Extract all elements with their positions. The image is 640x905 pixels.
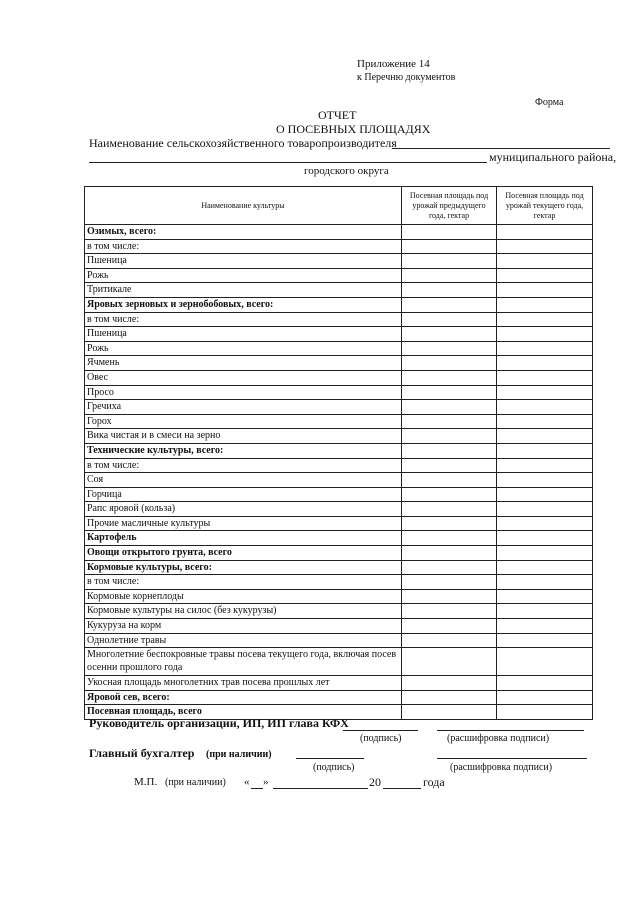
- acc-signature-line[interactable]: [296, 758, 364, 759]
- table-row: [85, 560, 593, 575]
- crop-name-cell: в том числе:: [85, 239, 402, 254]
- date-close-quote: »: [263, 776, 269, 788]
- crop-name-cell: Рапс яровой (кольза): [85, 502, 402, 517]
- title-line-1: ОТЧЕТ: [318, 108, 357, 122]
- date-year-line[interactable]: [383, 788, 421, 789]
- table-row: [85, 690, 593, 705]
- curr-year-area-cell[interactable]: [497, 560, 593, 575]
- crop-name-cell: Однолетние травы: [85, 633, 402, 648]
- date-open-quote: «: [244, 776, 250, 788]
- curr-year-area-cell[interactable]: [497, 546, 593, 561]
- table-row: [85, 458, 593, 473]
- curr-year-area-cell[interactable]: [497, 414, 593, 429]
- crop-name-cell: в том числе:: [85, 458, 402, 473]
- crop-name-cell: Прочие масличные культуры: [85, 516, 402, 531]
- form-label: Форма: [535, 97, 564, 108]
- table-row: [85, 619, 593, 634]
- prev-year-area-cell[interactable]: [402, 429, 497, 444]
- curr-year-area-cell[interactable]: [497, 676, 593, 691]
- prev-year-area-cell[interactable]: [402, 414, 497, 429]
- curr-year-area-cell[interactable]: [497, 312, 593, 327]
- head-label: Руководитель организации, ИП, ИП глава КФХ: [89, 716, 349, 730]
- curr-year-area-cell[interactable]: [497, 429, 593, 444]
- crop-name-cell: Горчица: [85, 487, 402, 502]
- table-row: [85, 239, 593, 254]
- header-prev-year: Посевная площадь под урожай предыдущего года, гектар: [402, 187, 497, 225]
- prev-year-area-cell[interactable]: [402, 283, 497, 298]
- table-row: [85, 516, 593, 531]
- prev-year-area-cell[interactable]: [402, 254, 497, 269]
- producer-input-line[interactable]: [392, 148, 610, 149]
- producer-label: Наименование сельскохозяйственного товаропроизводителя: [89, 136, 397, 150]
- prev-year-area-cell[interactable]: [402, 633, 497, 648]
- annex-line-1: Приложение 14: [357, 58, 430, 70]
- crop-name-cell: Пшеница: [85, 254, 402, 269]
- crop-name-cell: Кормовые культуры, всего:: [85, 560, 402, 575]
- curr-year-area-cell[interactable]: [497, 502, 593, 517]
- crop-name-cell: Соя: [85, 473, 402, 488]
- crop-name-cell: Просо: [85, 385, 402, 400]
- curr-year-area-cell[interactable]: [497, 604, 593, 619]
- crop-name-cell: Гречиха: [85, 400, 402, 415]
- crop-name-cell: в том числе:: [85, 312, 402, 327]
- prev-year-area-cell[interactable]: [402, 370, 497, 385]
- table-row: [85, 414, 593, 429]
- crop-name-cell: Многолетние беспокровные травы посева текущего года, включая посев осенни прошлого года: [85, 648, 402, 676]
- curr-year-area-cell[interactable]: [497, 385, 593, 400]
- prev-year-area-cell[interactable]: [402, 604, 497, 619]
- table-row: [85, 283, 593, 298]
- crop-name-cell: Укосная площадь многолетних трав посева прошлых лет: [85, 676, 402, 691]
- mp-note: (при наличии): [165, 777, 226, 788]
- curr-year-area-cell[interactable]: [497, 254, 593, 269]
- head-sign-caption: (подпись): [360, 733, 402, 744]
- annex-line-2: к Перечню документов: [357, 72, 456, 83]
- crop-name-cell: Ячмень: [85, 356, 402, 371]
- prev-year-area-cell[interactable]: [402, 458, 497, 473]
- curr-year-area-cell[interactable]: [497, 648, 593, 676]
- date-month-line[interactable]: [273, 788, 368, 789]
- table-row: [85, 633, 593, 648]
- prev-year-area-cell[interactable]: [402, 502, 497, 517]
- head-decode-caption: (расшифровка подписи): [447, 733, 550, 744]
- crop-name-cell: Технические культуры, всего:: [85, 443, 402, 458]
- curr-year-area-cell[interactable]: [497, 619, 593, 634]
- table-row: [85, 225, 593, 240]
- crop-name-cell: Овес: [85, 370, 402, 385]
- crop-name-cell: Озимых, всего:: [85, 225, 402, 240]
- acc-sign-caption: (подпись): [313, 762, 355, 773]
- curr-year-area-cell[interactable]: [497, 297, 593, 312]
- curr-year-area-cell[interactable]: [497, 705, 593, 720]
- prev-year-area-cell[interactable]: [402, 560, 497, 575]
- prev-year-area-cell[interactable]: [402, 690, 497, 705]
- accountant-note: (при наличии): [206, 749, 272, 760]
- curr-year-area-cell[interactable]: [497, 327, 593, 342]
- curr-year-area-cell[interactable]: [497, 458, 593, 473]
- curr-year-area-cell[interactable]: [497, 589, 593, 604]
- crop-name-cell: Овощи открытого грунта, всего: [85, 546, 402, 561]
- curr-year-area-cell[interactable]: [497, 531, 593, 546]
- prev-year-area-cell[interactable]: [402, 531, 497, 546]
- curr-year-area-cell[interactable]: [497, 443, 593, 458]
- crop-name-cell: Посевная площадь, всего: [85, 705, 402, 720]
- crop-name-cell: Яровой сев, всего:: [85, 690, 402, 705]
- crop-name-cell: в том числе:: [85, 575, 402, 590]
- crop-name-cell: Рожь: [85, 268, 402, 283]
- table-row: [85, 487, 593, 502]
- crop-name-cell: Яровых зерновых и зернобобовых, всего:: [85, 297, 402, 312]
- table-row: [85, 502, 593, 517]
- curr-year-area-cell[interactable]: [497, 341, 593, 356]
- date-day-line[interactable]: [251, 788, 263, 789]
- table-row: [85, 589, 593, 604]
- prev-year-area-cell[interactable]: [402, 473, 497, 488]
- table-row: [85, 400, 593, 415]
- curr-year-area-cell[interactable]: [497, 473, 593, 488]
- curr-year-area-cell[interactable]: [497, 283, 593, 298]
- prev-year-area-cell[interactable]: [402, 546, 497, 561]
- crop-name-cell: Тритикале: [85, 283, 402, 298]
- table-row: [85, 676, 593, 691]
- crop-name-cell: Кормовые корнеплоды: [85, 589, 402, 604]
- head-decode-line[interactable]: [437, 730, 584, 731]
- prev-year-area-cell[interactable]: [402, 575, 497, 590]
- prev-year-area-cell[interactable]: [402, 356, 497, 371]
- table-row: [85, 254, 593, 269]
- table-row: [85, 473, 593, 488]
- crop-name-cell: Горох: [85, 414, 402, 429]
- table-row: [85, 327, 593, 342]
- prev-year-area-cell[interactable]: [402, 312, 497, 327]
- curr-year-area-cell[interactable]: [497, 487, 593, 502]
- prev-year-area-cell[interactable]: [402, 400, 497, 415]
- curr-year-area-cell[interactable]: [497, 400, 593, 415]
- district-label: муниципального района,: [489, 150, 617, 164]
- prev-year-area-cell[interactable]: [402, 268, 497, 283]
- crop-name-cell: Кормовые культуры на силос (без кукурузы): [85, 604, 402, 619]
- table-row: [85, 297, 593, 312]
- curr-year-area-cell[interactable]: [497, 356, 593, 371]
- acc-decode-caption: (расшифровка подписи): [450, 762, 553, 773]
- crop-name-cell: Рожь: [85, 341, 402, 356]
- table-row: [85, 268, 593, 283]
- prev-year-area-cell[interactable]: [402, 443, 497, 458]
- okrug-label: городского округа: [304, 165, 389, 177]
- year-prefix: 20: [369, 775, 381, 789]
- district-input-line[interactable]: [89, 162, 487, 163]
- crop-name-cell: Картофель: [85, 531, 402, 546]
- prev-year-area-cell[interactable]: [402, 516, 497, 531]
- crop-name-cell: Кукуруза на корм: [85, 619, 402, 634]
- prev-year-area-cell[interactable]: [402, 487, 497, 502]
- prev-year-area-cell[interactable]: [402, 385, 497, 400]
- curr-year-area-cell[interactable]: [497, 516, 593, 531]
- prev-year-area-cell[interactable]: [402, 327, 497, 342]
- year-suffix: года: [423, 775, 445, 789]
- table-row: [85, 604, 593, 619]
- prev-year-area-cell[interactable]: [402, 676, 497, 691]
- header-crop: Наименование культуры: [85, 187, 402, 225]
- table-row: [85, 370, 593, 385]
- curr-year-area-cell[interactable]: [497, 268, 593, 283]
- head-signature-line[interactable]: [343, 730, 418, 731]
- table-row: [85, 356, 593, 371]
- table-row: [85, 429, 593, 444]
- table-row: [85, 648, 593, 676]
- table-row: [85, 443, 593, 458]
- crop-name-cell: Пшеница: [85, 327, 402, 342]
- accountant-label: Главный бухгалтер: [89, 746, 195, 760]
- table-row: [85, 575, 593, 590]
- prev-year-area-cell[interactable]: [402, 648, 497, 676]
- prev-year-area-cell[interactable]: [402, 341, 497, 356]
- prev-year-area-cell[interactable]: [402, 225, 497, 240]
- crop-name-cell: Вика чистая и в смеси на зерно: [85, 429, 402, 444]
- table-row: [85, 531, 593, 546]
- prev-year-area-cell[interactable]: [402, 297, 497, 312]
- title-line-2: О ПОСЕВНЫХ ПЛОЩАДЯХ: [276, 122, 431, 136]
- curr-year-area-cell[interactable]: [497, 575, 593, 590]
- curr-year-area-cell[interactable]: [497, 690, 593, 705]
- table-row: [85, 546, 593, 561]
- table-row: [85, 385, 593, 400]
- table-row: [85, 312, 593, 327]
- mp-label: М.П.: [134, 776, 158, 788]
- prev-year-area-cell[interactable]: [402, 239, 497, 254]
- curr-year-area-cell[interactable]: [497, 239, 593, 254]
- prev-year-area-cell[interactable]: [402, 619, 497, 634]
- crops-table: [84, 186, 593, 720]
- prev-year-area-cell[interactable]: [402, 705, 497, 720]
- curr-year-area-cell[interactable]: [497, 370, 593, 385]
- curr-year-area-cell[interactable]: [497, 633, 593, 648]
- table-row: [85, 341, 593, 356]
- prev-year-area-cell[interactable]: [402, 589, 497, 604]
- curr-year-area-cell[interactable]: [497, 225, 593, 240]
- header-curr-year: Посевная площадь под урожай текущего года, гектар: [497, 187, 593, 225]
- acc-decode-line[interactable]: [437, 758, 587, 759]
